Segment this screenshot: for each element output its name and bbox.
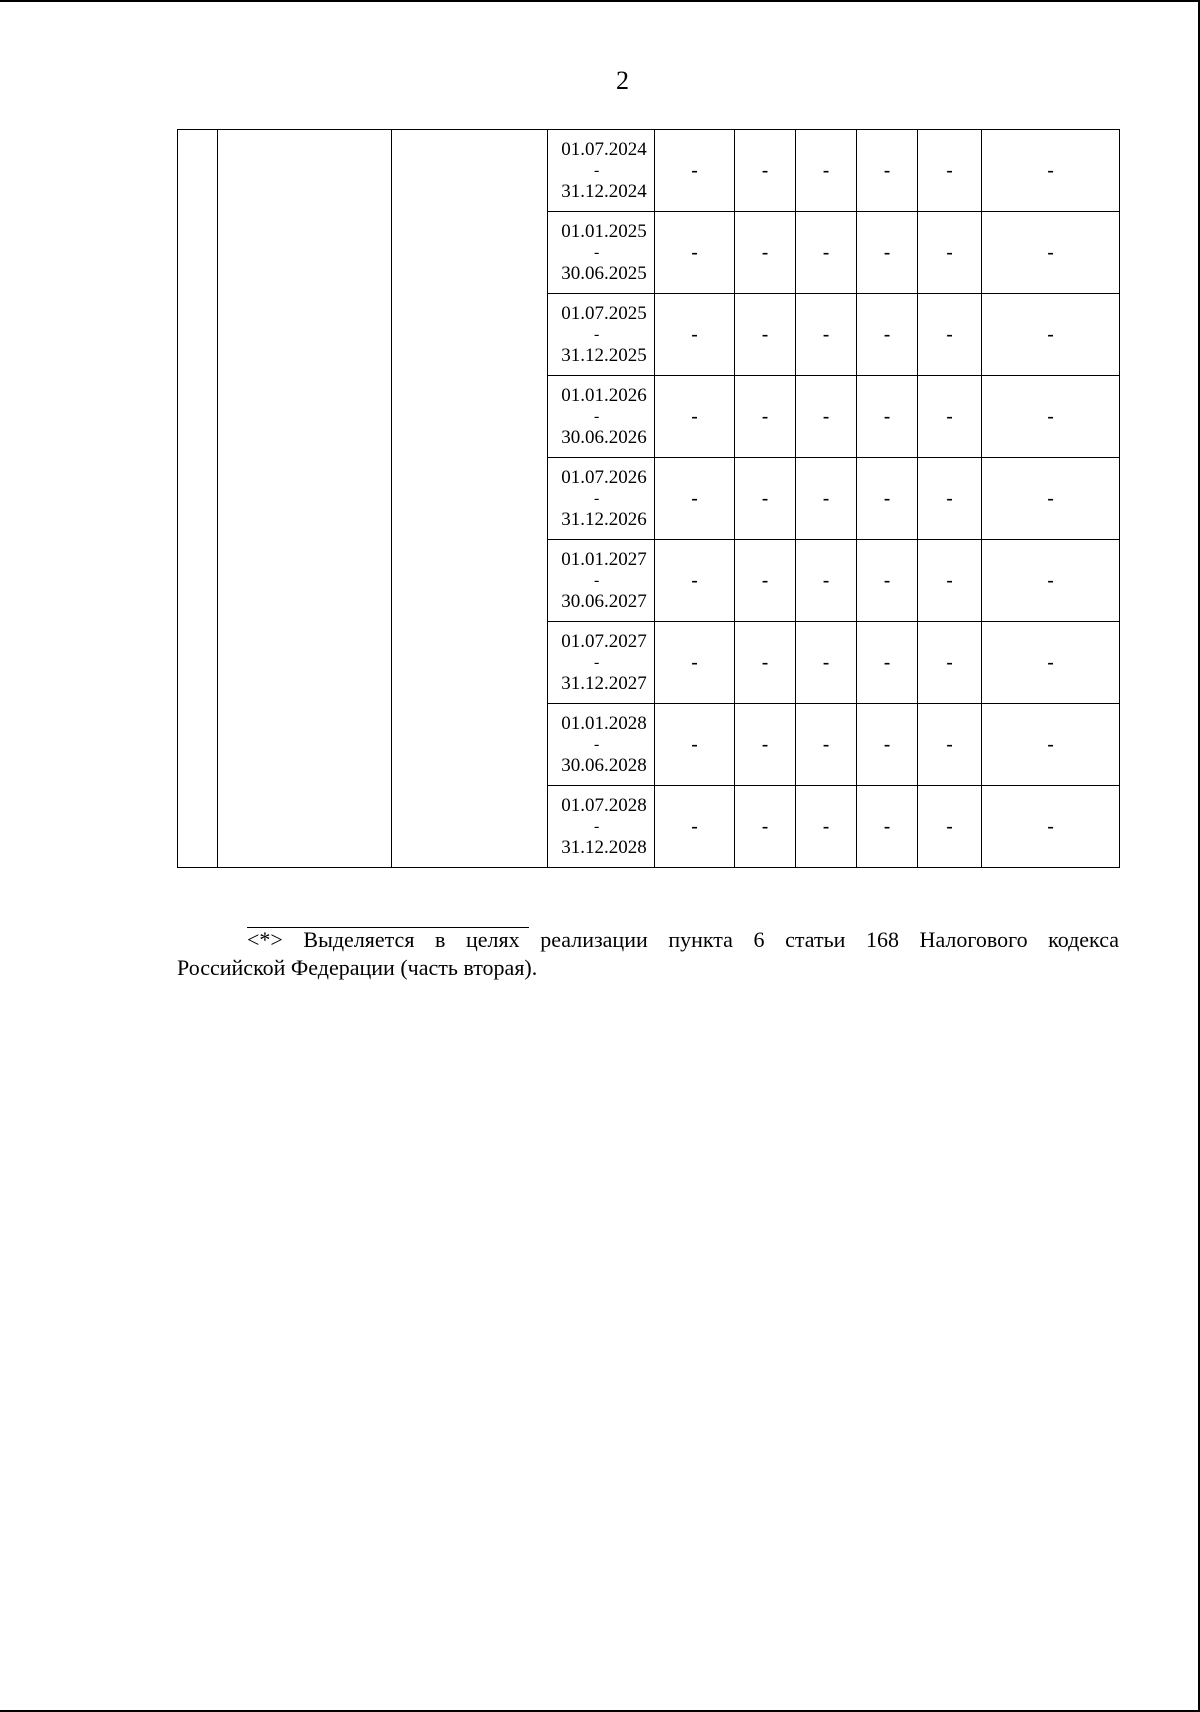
value-cell: - — [857, 704, 918, 786]
value-cell: - — [796, 540, 857, 622]
value-cell: - — [918, 294, 982, 376]
value-cell: - — [857, 622, 918, 704]
period-cell — [548, 786, 655, 868]
value-cell: - — [655, 458, 735, 540]
value-cell: - — [918, 786, 982, 868]
value-cell: - — [982, 704, 1120, 786]
value-cell: - — [735, 458, 796, 540]
value-cell: - — [918, 212, 982, 294]
value-cell: - — [918, 622, 982, 704]
period-end: 30.06.2026 — [561, 426, 647, 448]
value-cell: - — [857, 376, 918, 458]
value-cell: - — [655, 540, 735, 622]
value-cell: - — [796, 376, 857, 458]
period-cell — [548, 212, 655, 294]
value-cell: - — [735, 376, 796, 458]
value-cell: - — [857, 294, 918, 376]
page-number: 2 — [616, 66, 629, 95]
merged-empty-cell-1 — [178, 130, 218, 868]
value-cell: - — [857, 540, 918, 622]
value-cell: - — [982, 294, 1120, 376]
period-separator: - — [594, 817, 600, 835]
merged-empty-cell-3 — [392, 130, 548, 868]
period-cell — [548, 622, 655, 704]
period-cell — [548, 294, 655, 376]
period-end: 31.12.2028 — [561, 836, 647, 858]
period-start: 01.07.2028 — [561, 794, 647, 816]
value-cell: - — [655, 704, 735, 786]
footnote-line-2: Российской Федерации (часть вторая). — [177, 955, 538, 980]
value-cell: - — [796, 130, 857, 212]
value-cell: - — [982, 130, 1120, 212]
value-cell: - — [655, 786, 735, 868]
period-end: 30.06.2025 — [561, 262, 647, 284]
value-cell: - — [735, 622, 796, 704]
value-cell: - — [857, 786, 918, 868]
value-cell: - — [735, 786, 796, 868]
period-cell — [548, 458, 655, 540]
value-cell: - — [655, 622, 735, 704]
period-end: 31.12.2026 — [561, 508, 647, 530]
period-cell — [548, 376, 655, 458]
value-cell: - — [655, 376, 735, 458]
value-cell: - — [857, 212, 918, 294]
value-cell: - — [796, 704, 857, 786]
value-cell: - — [982, 622, 1120, 704]
value-cell: - — [982, 376, 1120, 458]
period-start: 01.01.2025 — [561, 220, 647, 242]
period-end: 31.12.2027 — [561, 672, 647, 694]
value-cell: - — [796, 212, 857, 294]
period-separator: - — [594, 243, 600, 261]
table-row — [178, 130, 1120, 212]
period-separator: - — [594, 489, 600, 507]
value-cell: - — [796, 294, 857, 376]
period-start: 01.01.2027 — [561, 548, 647, 570]
value-cell: - — [655, 130, 735, 212]
merged-empty-cell-2 — [218, 130, 392, 868]
value-cell: - — [735, 212, 796, 294]
period-start: 01.07.2025 — [561, 302, 647, 324]
period-separator: - — [594, 407, 600, 425]
value-cell: - — [735, 294, 796, 376]
value-cell: - — [796, 622, 857, 704]
period-end: 31.12.2024 — [561, 180, 647, 202]
period-cell — [548, 130, 655, 212]
period-start: 01.01.2026 — [561, 384, 647, 406]
footnote — [177, 926, 1119, 982]
period-start: 01.07.2024 — [561, 138, 647, 160]
value-cell: - — [735, 540, 796, 622]
period-separator: - — [594, 571, 600, 589]
value-cell: - — [982, 212, 1120, 294]
value-cell: - — [918, 540, 982, 622]
value-cell: - — [796, 458, 857, 540]
value-cell: - — [735, 130, 796, 212]
period-separator: - — [594, 161, 600, 179]
period-end: 31.12.2025 — [561, 344, 647, 366]
value-cell: - — [982, 786, 1120, 868]
value-cell: - — [918, 704, 982, 786]
period-start: 01.01.2028 — [561, 712, 647, 734]
value-cell: - — [918, 458, 982, 540]
period-cell — [548, 540, 655, 622]
period-cell — [548, 704, 655, 786]
period-separator: - — [594, 325, 600, 343]
value-cell: - — [857, 458, 918, 540]
value-cell: - — [982, 458, 1120, 540]
period-separator: - — [594, 735, 600, 753]
period-separator: - — [594, 653, 600, 671]
value-cell: - — [857, 130, 918, 212]
value-cell: - — [918, 376, 982, 458]
value-cell: - — [796, 786, 857, 868]
period-end: 30.06.2027 — [561, 590, 647, 612]
value-cell: - — [982, 540, 1120, 622]
value-cell: - — [655, 294, 735, 376]
value-cell: - — [918, 130, 982, 212]
footnote-line-1: <*> Выделяется в целях реализации пункта 6 статьи 168 Налогового кодекса — [247, 927, 1119, 952]
period-table-wrapper — [177, 129, 1119, 868]
value-cell: - — [735, 704, 796, 786]
period-end: 30.06.2028 — [561, 754, 647, 776]
period-start: 01.07.2026 — [561, 466, 647, 488]
table-body — [178, 130, 1120, 868]
value-cell: - — [655, 212, 735, 294]
period-table — [177, 129, 1120, 868]
period-start: 01.07.2027 — [561, 630, 647, 652]
